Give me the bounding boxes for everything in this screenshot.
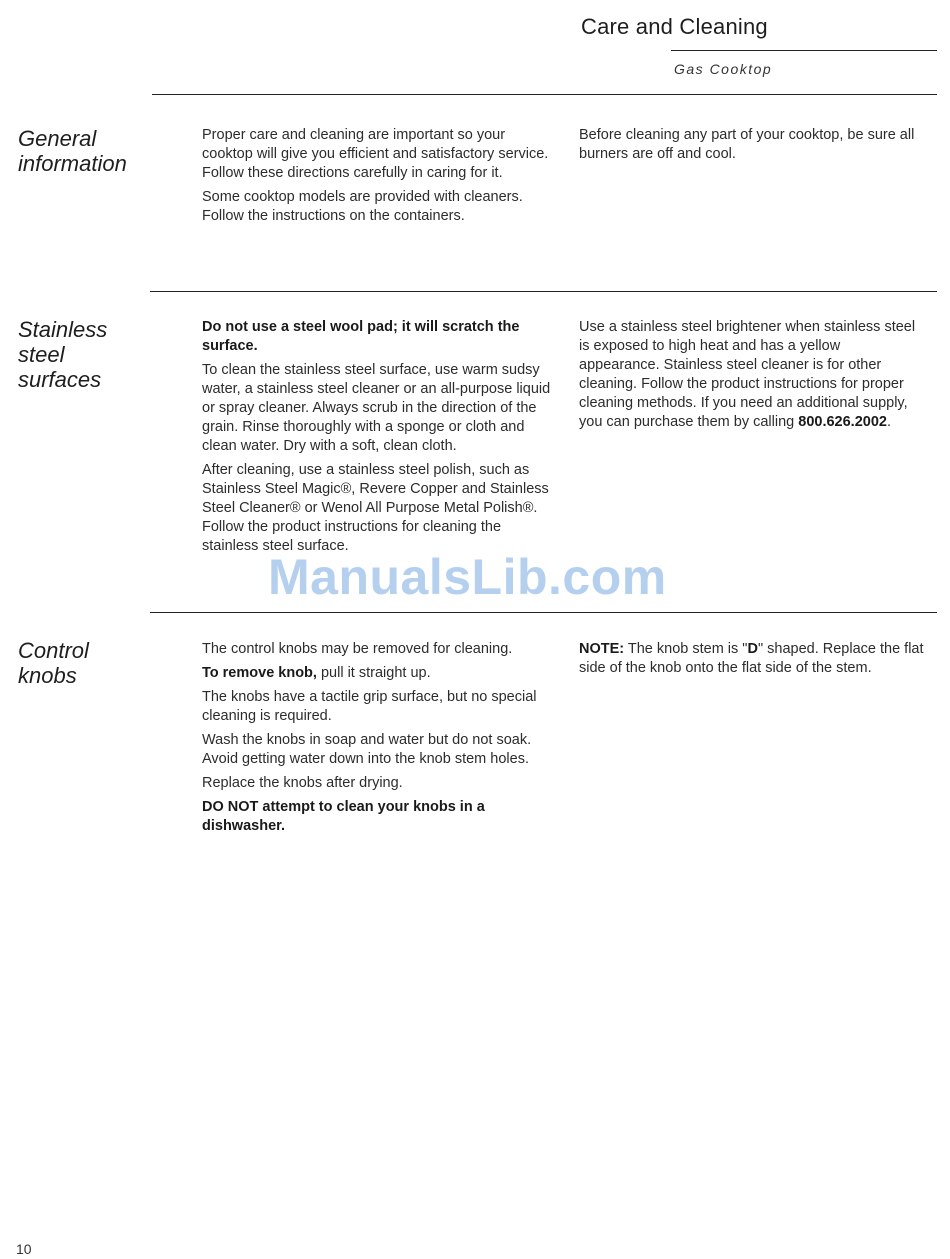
knobs-paragraph-3: The knobs have a tactile grip surface, but no special cleaning is required. <box>202 689 537 724</box>
section-divider-2 <box>150 612 937 613</box>
note-text-b: " shaped. Replace the flat side of the knob onto the flat side of the stem. <box>579 641 924 676</box>
knobs-right-column <box>579 640 924 683</box>
stainless-paragraph-1: To clean the stainless steel surface, use warm sudsy water, a stainless steel cleaner or an all-purpose liquid or spray cleaner. Always scrub in the direction of the grain. Rinse thoroughly with a sponge or cloth and clean water. Dry with a soft, clean cloth. <box>202 362 551 454</box>
section-title-control-knobs: Control knobs <box>18 638 89 688</box>
remove-knob-text: pull it straight up. <box>316 665 431 681</box>
page-header-subtitle: Gas Cooktop <box>674 61 773 77</box>
phone-number: 800.626.2002 <box>798 414 887 430</box>
stainless-left-column <box>202 318 552 561</box>
general-paragraph-1: Proper care and cleaning are important so your cooktop will give you efficient and satisfactory service. Follow these directions carefully in caring for it. <box>202 127 549 181</box>
knobs-paragraph-4: Wash the knobs in soap and water but do not soak. Avoid getting water down into the knob stem holes. <box>202 732 532 767</box>
note-d-letter: D <box>747 641 758 657</box>
general-right-paragraph: Before cleaning any part of your cooktop, be sure all burners are off and cool. <box>579 127 915 162</box>
note-label: NOTE: <box>579 641 625 657</box>
stainless-right-paragraph <box>579 318 924 432</box>
general-paragraph-2: Some cooktop models are provided with cleaners. Follow the instructions on the containers. <box>202 189 523 224</box>
knobs-paragraph-5: Replace the knobs after drying. <box>202 775 403 791</box>
general-left-column <box>202 126 552 231</box>
knobs-warning: DO NOT attempt to clean your knobs in a dishwasher. <box>202 799 485 834</box>
general-right-column <box>579 126 924 169</box>
section-title-general-information: General information <box>18 126 127 176</box>
watermark: ManualsLib.com <box>268 549 667 605</box>
stainless-right-end: . <box>886 414 891 430</box>
page-number: 10 <box>16 1241 32 1257</box>
stainless-right-column <box>579 318 924 437</box>
section-title-stainless-steel: Stainless steel surfaces <box>18 317 108 392</box>
note-text-a: The knob stem is " <box>624 641 748 657</box>
stainless-paragraph-2: After cleaning, use a stainless steel polish, such as Stainless Steel Magic®, Revere Copper and Stainless Steel Cleaner® or Wenol All Purpose Metal Polish®. Follow the product instructions for cleaning the stainless steel surface. <box>202 462 549 554</box>
header-bottom-rule <box>152 94 937 95</box>
page-header-title: Care and Cleaning <box>581 14 768 39</box>
section-divider-1 <box>150 291 937 292</box>
stainless-warning: Do not use a steel wool pad; it will scratch the surface. <box>202 319 520 354</box>
knobs-paragraph-1: The control knobs may be removed for cleaning. <box>202 641 513 657</box>
stainless-right-text: Use a stainless steel brightener when stainless steel is exposed to high heat and has a yellow appearance. Stainless steel cleaner is for other cleaning. Follow the product instructions for proper cleaning methods. If you need an additional supply, you can purchase them by calling <box>579 319 916 430</box>
knobs-left-column <box>202 640 552 841</box>
knobs-note <box>579 640 924 678</box>
remove-knob-label: To remove knob, <box>202 665 317 681</box>
header-divider <box>671 50 937 51</box>
knobs-paragraph-2 <box>202 664 552 683</box>
